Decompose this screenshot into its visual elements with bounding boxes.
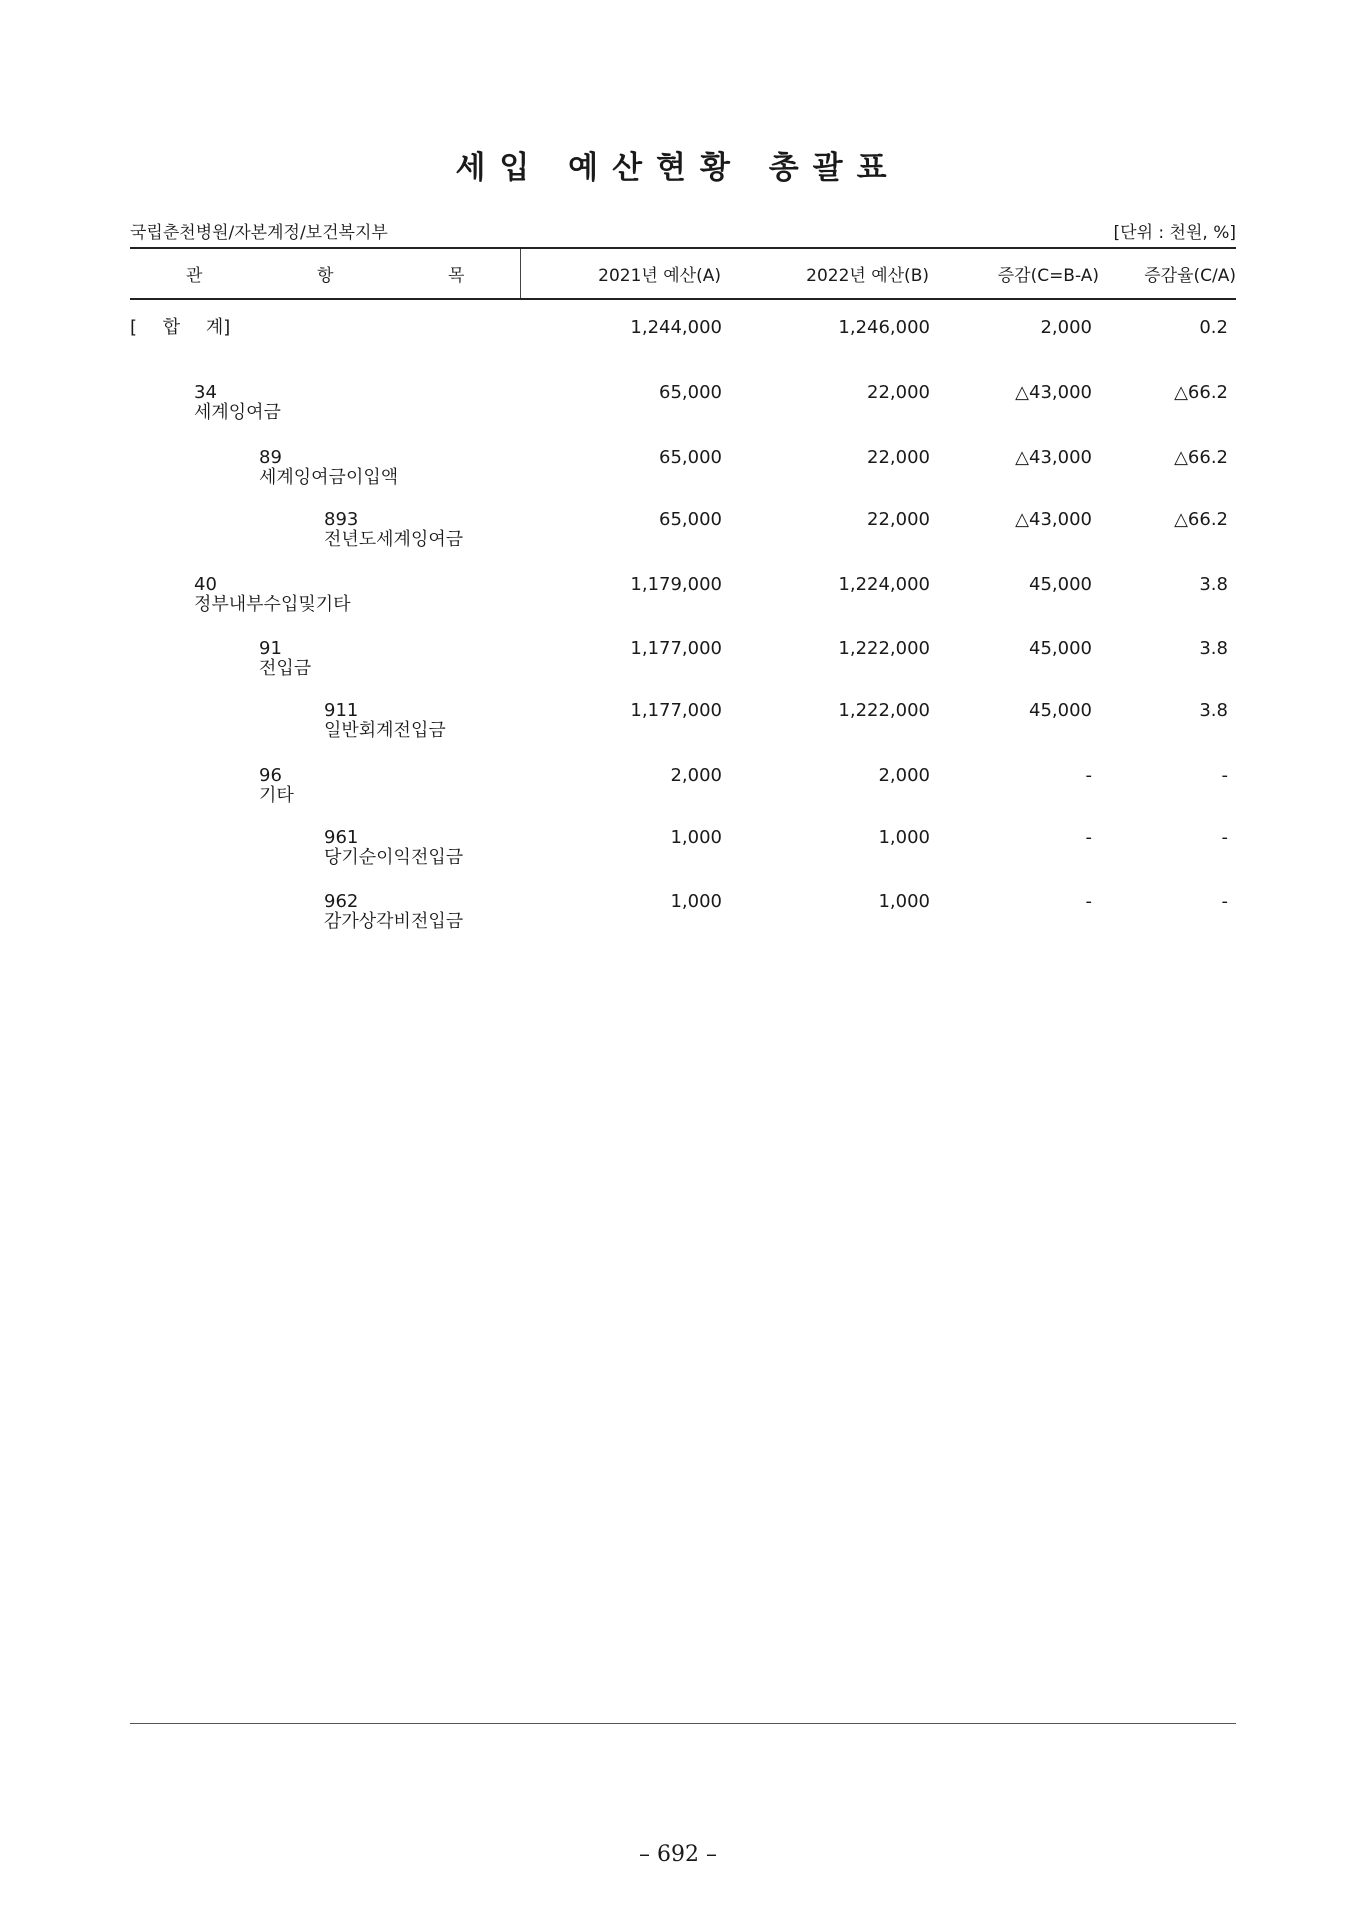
cell-budget-2022: 1,000	[878, 891, 930, 912]
row-label	[194, 383, 281, 423]
header-change: 증감(C=B-A)	[997, 266, 1099, 286]
cell-change-rate: -	[1221, 891, 1228, 912]
cell-budget-2022: 1,222,000	[838, 638, 930, 659]
cell-budget-2022: 1,224,000	[838, 574, 930, 595]
cell-budget-2021: 65,000	[659, 509, 722, 530]
table-row	[130, 701, 1236, 745]
page-title: 세입 예산현황 총괄표	[455, 150, 901, 186]
row-label	[324, 510, 463, 550]
cell-change-rate: △66.2	[1174, 447, 1228, 468]
table-header	[130, 261, 1236, 285]
row-code: 893	[324, 509, 359, 530]
unit-label: [단위 : 천원, %]	[1113, 223, 1236, 243]
row-name: 세계잉여금	[194, 402, 281, 423]
table-row	[130, 575, 1236, 619]
header-mok: 목	[448, 266, 465, 286]
table-row	[130, 828, 1236, 872]
cell-budget-2022: 2,000	[878, 765, 930, 786]
row-code: 962	[324, 891, 359, 912]
row-code: 40	[194, 574, 217, 595]
row-label	[194, 575, 351, 615]
total-row	[130, 318, 1236, 362]
cell-budget-2021: 1,179,000	[630, 574, 722, 595]
row-label	[324, 828, 463, 868]
cell-change-rate: △66.2	[1174, 509, 1228, 530]
total-label: [ 합 계]	[130, 317, 231, 338]
cell-budget-2022: 1,222,000	[838, 700, 930, 721]
row-name: 정부내부수입및기타	[194, 594, 351, 615]
row-code: 89	[259, 447, 282, 468]
row-name: 일반회계전입금	[324, 720, 446, 741]
cell-change: -	[1085, 891, 1092, 912]
header-budget-2022: 2022년 예산(B)	[806, 266, 929, 286]
cell-budget-2021: 1,177,000	[630, 700, 722, 721]
page-number: – 692 –	[639, 1842, 717, 1867]
table-row	[130, 510, 1236, 554]
cell-change-rate: 3.8	[1199, 700, 1228, 721]
cell-change: △43,000	[1015, 447, 1092, 468]
table-top-rule	[130, 247, 1236, 249]
row-name: 당기순이익전입금	[324, 847, 464, 868]
row-name: 전년도세계잉여금	[324, 529, 464, 550]
table-row	[130, 383, 1236, 427]
cell-change: -	[1085, 765, 1092, 786]
row-code: 961	[324, 827, 359, 848]
row-name: 기타	[259, 785, 294, 806]
cell-change: 45,000	[1029, 638, 1092, 659]
table-row	[130, 892, 1236, 936]
table-row	[130, 639, 1236, 683]
row-code: 34	[194, 382, 217, 403]
cell-change: 2,000	[1040, 317, 1092, 338]
cell-budget-2021: 1,000	[670, 827, 722, 848]
page-bottom-rule	[130, 1723, 1236, 1724]
row-label	[259, 639, 311, 679]
header-gwan: 관	[186, 266, 203, 286]
header-hang: 항	[317, 266, 334, 286]
row-label	[259, 766, 294, 806]
cell-budget-2021: 65,000	[659, 447, 722, 468]
cell-change-rate: 0.2	[1199, 317, 1228, 338]
row-label	[324, 892, 463, 932]
cell-change-rate: △66.2	[1174, 382, 1228, 403]
cell-change-rate: -	[1221, 827, 1228, 848]
row-code: 91	[259, 638, 282, 659]
header-change-rate: 증감율(C/A)	[1144, 266, 1236, 286]
cell-budget-2022: 22,000	[867, 447, 930, 468]
table-header-rule	[130, 298, 1236, 300]
row-code: 911	[324, 700, 359, 721]
cell-change: △43,000	[1015, 509, 1092, 530]
header-budget-2021: 2021년 예산(A)	[598, 266, 721, 286]
table-row	[130, 448, 1236, 492]
cell-change: -	[1085, 827, 1092, 848]
row-name: 감가상각비전입금	[324, 911, 464, 932]
row-label	[324, 701, 446, 741]
cell-change: △43,000	[1015, 382, 1092, 403]
cell-budget-2022: 1,000	[878, 827, 930, 848]
row-code: 96	[259, 765, 282, 786]
cell-budget-2021: 1,177,000	[630, 638, 722, 659]
organization-label: 국립춘천병원/자본계정/보건복지부	[130, 223, 388, 243]
row-label	[259, 448, 398, 488]
cell-change: 45,000	[1029, 700, 1092, 721]
row-name: 세계잉여금이입액	[259, 467, 399, 488]
cell-budget-2021: 65,000	[659, 382, 722, 403]
table-row	[130, 766, 1236, 810]
cell-change-rate: -	[1221, 765, 1228, 786]
cell-budget-2022: 22,000	[867, 509, 930, 530]
row-name: 전입금	[259, 658, 312, 679]
cell-change-rate: 3.8	[1199, 638, 1228, 659]
cell-budget-2021: 2,000	[670, 765, 722, 786]
cell-budget-2022: 1,246,000	[838, 317, 930, 338]
cell-budget-2021: 1,244,000	[630, 317, 722, 338]
cell-change: 45,000	[1029, 574, 1092, 595]
cell-budget-2021: 1,000	[670, 891, 722, 912]
cell-change-rate: 3.8	[1199, 574, 1228, 595]
cell-budget-2022: 22,000	[867, 382, 930, 403]
